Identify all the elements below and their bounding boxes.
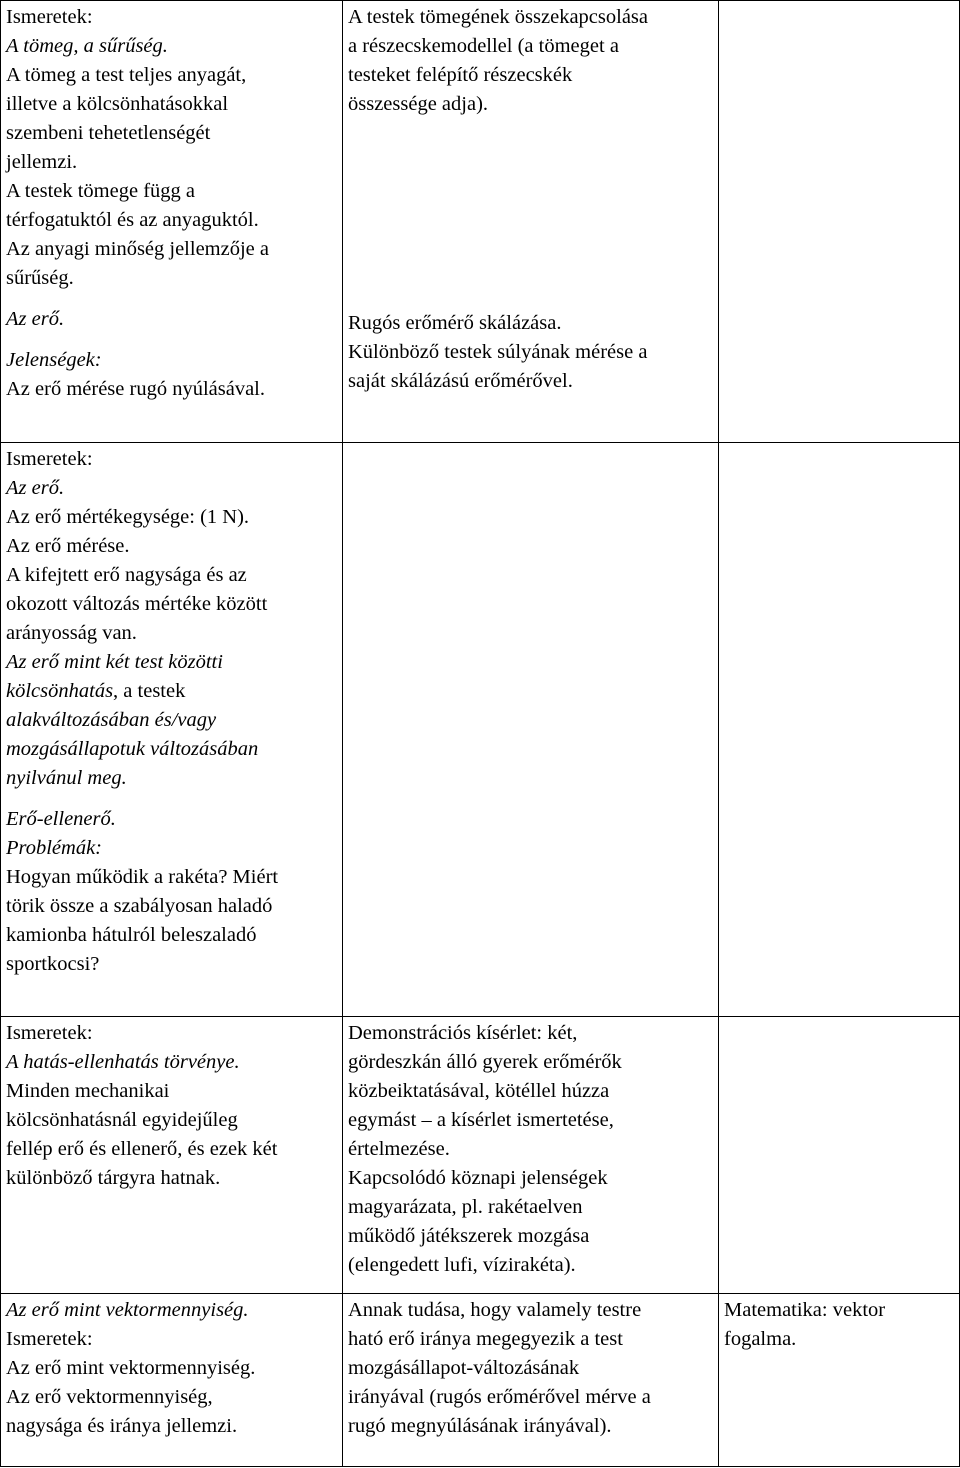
text-line bbox=[6, 61, 339, 90]
text-run: testeket felépítő részecskék bbox=[348, 64, 573, 86]
text-run: térfogatuktól és az anyaguktól. bbox=[6, 209, 259, 231]
text-line bbox=[6, 177, 339, 206]
text-line bbox=[6, 648, 339, 677]
text-line bbox=[348, 1019, 715, 1048]
text-run: Az erő vektormennyiség, bbox=[6, 1386, 213, 1408]
text-line bbox=[348, 32, 715, 61]
text-run: fogalma. bbox=[724, 1328, 797, 1350]
text-line bbox=[6, 1077, 339, 1106]
text-run: Az erő mint vektormennyiség. bbox=[6, 1299, 249, 1321]
text-run: nyilvánul meg. bbox=[6, 767, 127, 789]
text-line bbox=[6, 735, 339, 764]
text-run: sportkocsi? bbox=[6, 953, 100, 975]
text-line bbox=[348, 1135, 715, 1164]
text-line bbox=[6, 677, 339, 706]
text-line bbox=[6, 1106, 339, 1135]
activity-cell bbox=[343, 1017, 719, 1294]
blank-space bbox=[348, 119, 715, 309]
text-line bbox=[6, 474, 339, 503]
text-line bbox=[6, 375, 339, 404]
text-run: A testek tömegének összekapcsolása bbox=[348, 6, 649, 28]
text-run: alakváltozásában és/vagy bbox=[6, 709, 217, 731]
text-run: A kifejtett erő nagysága és az bbox=[6, 564, 247, 586]
text-run: Az erő mint két test közötti bbox=[6, 651, 223, 673]
text-line bbox=[6, 764, 339, 793]
text-run: kölcsönhatásnál egyidejűleg bbox=[6, 1109, 238, 1131]
text-run: gördeszkán álló gyerek erőmérők bbox=[348, 1051, 622, 1073]
text-line bbox=[348, 1164, 715, 1193]
text-run: különböző tárgyra hatnak. bbox=[6, 1167, 221, 1189]
text-run: mozgásállapotuk változásában bbox=[6, 738, 259, 760]
text-line bbox=[348, 338, 715, 367]
text-line bbox=[348, 1048, 715, 1077]
text-run: Hogyan működik a rakéta? Miért bbox=[6, 866, 279, 888]
text-line bbox=[6, 805, 339, 834]
text-run: egymást – a kísérlet ismertetése, bbox=[348, 1109, 614, 1131]
table-row bbox=[1, 1017, 960, 1294]
content-cell bbox=[1, 443, 343, 1017]
text-line bbox=[6, 3, 339, 32]
activity-cell bbox=[343, 1, 719, 443]
text-run: Ismeretek: bbox=[6, 448, 93, 470]
text-run: Az erő mértékegysége: (1 N). bbox=[6, 506, 250, 528]
text-line bbox=[6, 305, 339, 334]
text-line bbox=[348, 3, 715, 32]
table-row bbox=[1, 1, 960, 443]
text-line bbox=[6, 532, 339, 561]
text-line bbox=[6, 148, 339, 177]
text-run: Problémák: bbox=[6, 837, 103, 859]
text-line bbox=[6, 561, 339, 590]
line-gap bbox=[6, 293, 339, 305]
text-run: Annak tudása, hogy valamely testre bbox=[348, 1299, 642, 1321]
text-run: A testek tömege függ a bbox=[6, 180, 196, 202]
text-line bbox=[348, 1251, 715, 1280]
text-run: A tömeg a test teljes anyagát, bbox=[6, 64, 247, 86]
connection-cell bbox=[719, 443, 960, 1017]
text-run: irányával (rugós erőmérővel mérve a bbox=[348, 1386, 651, 1408]
content-cell bbox=[1, 1294, 343, 1467]
text-run: fellép erő és ellenerő, és ezek két bbox=[6, 1138, 278, 1160]
text-run: rugó megnyúlásának irányával). bbox=[348, 1415, 612, 1437]
text-run: Ismeretek: bbox=[6, 1328, 93, 1350]
text-run: Rugós erőmérő skálázása. bbox=[348, 312, 562, 334]
text-run: kamionba hátulról beleszaladó bbox=[6, 924, 257, 946]
text-run: Az erő mint vektormennyiség. bbox=[6, 1357, 256, 1379]
text-line bbox=[6, 892, 339, 921]
text-run: értelmezése. bbox=[348, 1138, 450, 1160]
text-line bbox=[6, 590, 339, 619]
text-run: Az anyagi minőség jellemzője a bbox=[6, 238, 269, 260]
text-line bbox=[348, 367, 715, 396]
text-line bbox=[6, 32, 339, 61]
connection-cell bbox=[719, 1, 960, 443]
text-run: kölcsönhatás bbox=[6, 680, 114, 702]
text-run: összessége adja). bbox=[348, 93, 489, 115]
text-line bbox=[6, 834, 339, 863]
text-line bbox=[6, 950, 339, 979]
text-line bbox=[6, 921, 339, 950]
line-gap bbox=[6, 793, 339, 805]
content-cell bbox=[1, 1, 343, 443]
text-line bbox=[6, 119, 339, 148]
text-run: szembeni tehetetlenségét bbox=[6, 122, 211, 144]
text-run: jellemzi. bbox=[6, 151, 78, 173]
text-run: A tömeg, a sűrűség. bbox=[6, 35, 168, 57]
text-line bbox=[6, 619, 339, 648]
text-line bbox=[348, 1412, 715, 1441]
content-cell bbox=[1, 1017, 343, 1294]
text-run: közbeiktatásával, kötéllel húzza bbox=[348, 1080, 610, 1102]
text-line bbox=[348, 1296, 715, 1325]
text-line bbox=[348, 1077, 715, 1106]
activity-cell bbox=[343, 1294, 719, 1467]
table-row bbox=[1, 1294, 960, 1467]
text-line bbox=[348, 1325, 715, 1354]
text-line bbox=[348, 1354, 715, 1383]
text-run: illetve a kölcsönhatásokkal bbox=[6, 93, 229, 115]
text-run: Demonstrációs kísérlet: két, bbox=[348, 1022, 578, 1044]
text-run: a részecskemodellel (a tömeget a bbox=[348, 35, 619, 57]
text-run: ható erő iránya megegyezik a test bbox=[348, 1328, 623, 1350]
text-line bbox=[6, 206, 339, 235]
text-line bbox=[6, 503, 339, 532]
text-run: mozgásállapot-változásának bbox=[348, 1357, 580, 1379]
text-run: Minden mechanikai bbox=[6, 1080, 170, 1102]
text-run: okozott változás mértéke között bbox=[6, 593, 268, 615]
text-run: Jelenségek: bbox=[6, 349, 102, 371]
text-line bbox=[348, 1222, 715, 1251]
text-run: Különböző testek súlyának mérése a bbox=[348, 341, 648, 363]
text-line bbox=[6, 1383, 339, 1412]
connection-cell bbox=[719, 1294, 960, 1467]
text-line bbox=[6, 1325, 339, 1354]
text-line bbox=[6, 706, 339, 735]
text-line bbox=[6, 1412, 339, 1441]
text-run: , a testek bbox=[113, 680, 186, 702]
text-line bbox=[6, 346, 339, 375]
text-line bbox=[6, 1135, 339, 1164]
text-line bbox=[724, 1296, 956, 1325]
text-run: Az erő. bbox=[6, 308, 65, 330]
text-line bbox=[6, 863, 339, 892]
text-run: Az erő. bbox=[6, 477, 65, 499]
text-run: (elengedett lufi, vízirakéta). bbox=[348, 1254, 576, 1276]
connection-cell bbox=[719, 1017, 960, 1294]
text-line bbox=[6, 235, 339, 264]
text-run: A hatás-ellenhatás törvénye. bbox=[6, 1051, 240, 1073]
line-gap bbox=[6, 334, 339, 346]
text-run: Az erő mérése. bbox=[6, 535, 130, 557]
text-line bbox=[6, 1048, 339, 1077]
text-run: Ismeretek: bbox=[6, 6, 93, 28]
text-line bbox=[348, 1193, 715, 1222]
text-run: Erő-ellenerő. bbox=[6, 808, 116, 830]
text-line bbox=[348, 90, 715, 119]
text-run: magyarázata, pl. rakétaelven bbox=[348, 1196, 583, 1218]
text-line bbox=[348, 1106, 715, 1135]
text-run: Kapcsolódó köznapi jelenségek bbox=[348, 1167, 608, 1189]
text-line bbox=[348, 309, 715, 338]
text-line bbox=[348, 1383, 715, 1412]
text-line bbox=[6, 1164, 339, 1193]
text-line bbox=[6, 264, 339, 293]
text-run: sűrűség. bbox=[6, 267, 74, 289]
text-run: nagysága és iránya jellemzi. bbox=[6, 1415, 238, 1437]
text-line bbox=[6, 90, 339, 119]
text-line bbox=[6, 1296, 339, 1325]
text-run: törik össze a szabályosan haladó bbox=[6, 895, 273, 917]
text-run: Matematika: vektor bbox=[724, 1299, 886, 1321]
text-run: Ismeretek: bbox=[6, 1022, 93, 1044]
text-line bbox=[6, 1019, 339, 1048]
text-line bbox=[348, 61, 715, 90]
text-line bbox=[6, 445, 339, 474]
text-line bbox=[6, 1354, 339, 1383]
text-line bbox=[724, 1325, 956, 1354]
text-run: arányosság van. bbox=[6, 622, 137, 644]
activity-cell bbox=[343, 443, 719, 1017]
text-run: Az erő mérése rugó nyúlásával. bbox=[6, 378, 265, 400]
text-run: saját skálázású erőmérővel. bbox=[348, 370, 573, 392]
table-row bbox=[1, 443, 960, 1017]
text-run: működő játékszerek mozgása bbox=[348, 1225, 590, 1247]
